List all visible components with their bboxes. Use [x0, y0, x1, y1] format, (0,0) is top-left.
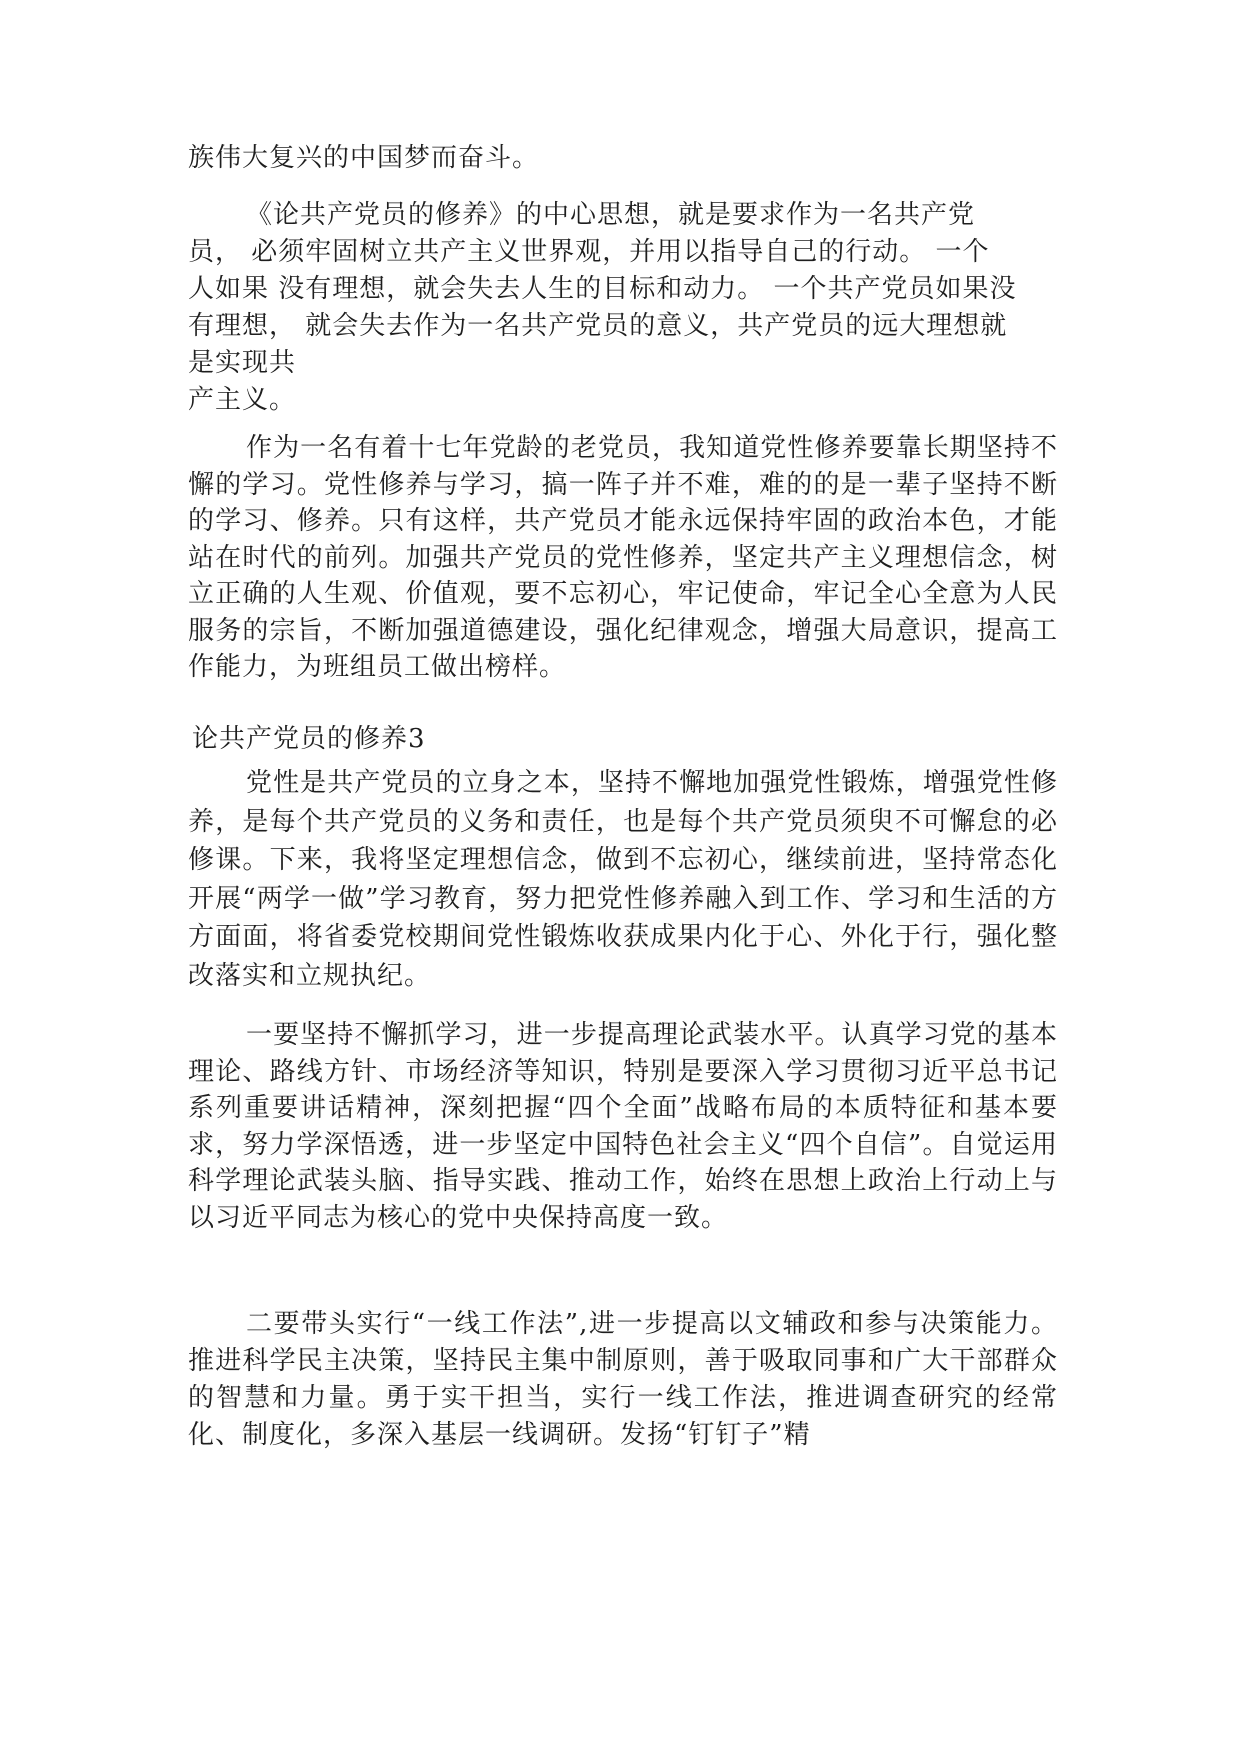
section-title: 论共产党员的修养3	[192, 724, 426, 754]
paragraph-first-point: 一要坚持不懈抓学习，进一步提高理论武装水平。认真学习党的基本理论、路线方针、市场经济等知识，特别是要深入学习贯彻习近平总书记系列重要讲话精神，深刻把握“四个全面”战略布局的本质特征和基本要求，努力学深悟透，进一步坚定中国特色社会主义“四个自信”。自觉运用科学理论武装头脑、指导实践、推动工作，始终在思想上政治上行动上与以习近平同志为核心的党中央保持高度一致。	[188, 1020, 1058, 1233]
paragraph-central-idea	[188, 197, 1058, 419]
paragraph-line: 有理想， 就会失去作为一名共产党员的意义，共产党员的远大理想就	[188, 311, 1008, 341]
paragraph-party-nature: 党性是共产党员的立身之本，坚持不懈地加强党性锻炼，增强党性修养，是每个共产党员的义务和责任，也是每个共产党员须臾不可懈怠的必修课。下来，我将坚定理想信念，做到不忘初心，继续前进，坚持常态化开展“两学一做”学习教育，努力把党性修养融入到工作、学习和生活的方方面面，将省委党校期间党性锻炼收获成果内化于心、外化于行，强化整改落实和立规执纪。	[188, 768, 1058, 991]
paragraph-second-point: 二要带头实行“一线工作法”,进一步提高以文辅政和参与决策能力。推进科学民主决策，坚持民主集中制原则，善于吸取同事和广大干部群众的智慧和力量。勇于实干担当，实行一线工作法，推进调查研究的经常化、制度化，多深入基层一线调研。发扬“钉钉子”精	[188, 1309, 1058, 1450]
paragraph-line: 员， 必须牢固树立共产主义世界观，并用以指导自己的行动。 一个	[188, 237, 990, 267]
paragraph-line: 是实现共	[188, 348, 297, 378]
paragraph-line: 产主义。	[188, 385, 297, 415]
paragraph-veteran-member: 作为一名有着十七年党龄的老党员，我知道党性修养要靠长期坚持不懈的学习。党性修养与学习，搞一阵子并不难，难的的是一辈子坚持不断的学习、修养。只有这样，共产党员才能永远保持牢固的政治本色，才能站在时代的前列。加强共产党员的党性修养，坚定共产主义理想信念，树立正确的人生观、价值观，要不忘初心，牢记使命，牢记全心全意为人民服务的宗旨，不断加强道德建设，强化纪律观念，增强大局意识，提高工作能力，为班组员工做出榜样。	[188, 433, 1058, 682]
paragraph-intro-end: 族伟大复兴的中国梦而奋斗。	[188, 143, 540, 173]
paragraph-line: 人如果 没有理想，就会失去人生的目标和动力。 一个共产党员如果没	[188, 274, 1017, 304]
paragraph-line: 《论共产党员的修养》的中心思想，就是要求作为一名共产党	[246, 200, 976, 230]
